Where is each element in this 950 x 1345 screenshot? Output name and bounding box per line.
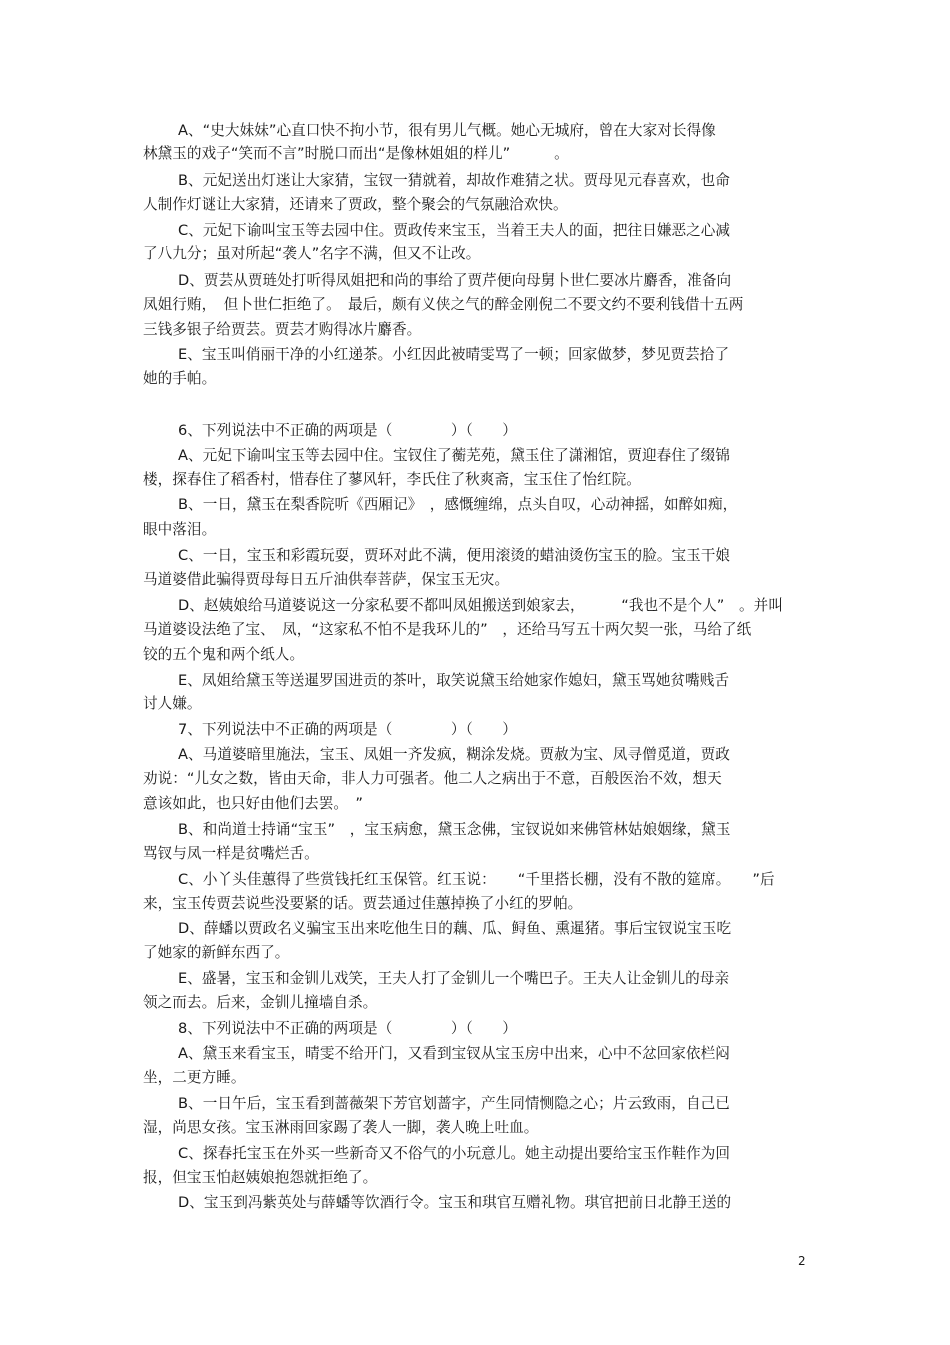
text-line: 铰的五个鬼和两个纸人。 [143,646,305,663]
text-line: C、小丫头佳蕙得了些赏钱托红玉保管。红玉说： “千里搭长棚，没有不散的筵席。 ”后 [178,871,775,888]
text-line: 马道婆借此骗得贾母每日五斤油供奉菩萨，保宝玉无灾。 [143,571,510,588]
text-line: C、一日，宝玉和彩霞玩耍，贾环对此不满，便用滚烫的蜡油烫伤宝玉的脸。宝玉干娘 [178,547,731,564]
text-line: 讨人嫌。 [143,695,202,712]
text-line: 湿，尚思女孩。宝玉淋雨回家踢了袭人一脚，袭人晚上吐血。 [143,1119,539,1136]
text-line: A、元妃下谕叫宝玉等去园中住。宝钗住了蘅芜苑，黛玉住了潇湘馆，贾迎春住了缀锦 [178,447,730,464]
text-line: 眼中落泪。 [143,521,217,538]
text-line: B、一日，黛玉在梨香院听《西厢记》 ，感慨缠绵，点头自叹，心动神摇，如醉如痴， [178,496,738,513]
text-line: 领之而去。后来，金钏儿撞墙自杀。 [143,994,378,1011]
question-heading: 7、下列说法中不正确的两项是（ ）（ ） [178,721,517,738]
text-line: B、元妃送出灯迷让大家猜，宝钗一猜就着，却故作难猜之状。贾母见元春喜欢，也命 [178,172,730,189]
text-line: D、贾芸从贾琏处打听得凤姐把和尚的事给了贾芹便向母舅卜世仁要冰片麝香，准备向 [178,272,732,289]
text-line: C、探春托宝玉在外买一些新奇又不俗气的小玩意儿。她主动提出要给宝玉作鞋作为回 [178,1145,731,1162]
question-heading: 6、下列说法中不正确的两项是（ ）（ ） [178,422,517,439]
text-line: 骂钗与凤一样是贫嘴烂舌。 [143,845,319,862]
text-line: D、赵姨娘给马道婆说这一分家私要不都叫凤姐搬送到娘家去， “我也不是个人” 。并叫 [178,597,783,614]
text-line: C、元妃下谕叫宝玉等去园中住。贾政传来宝玉，当着王夫人的面，把往日嫌恶之心减 [178,222,731,239]
text-line: 三钱多银子给贾芸。贾芸才购得冰片麝香。 [143,321,422,338]
text-line: B、和尚道士持诵“宝玉” ，宝玉病愈，黛玉念佛，宝钗说如来佛管林姑娘姻缘，黛玉 [178,821,731,838]
text-line: 意该如此，也只好由他们去罢。 ” [143,795,363,812]
text-line: A、“史大妹妹”心直口快不拘小节，很有男儿气概。她心无城府，曾在大家对长得像 [178,122,716,139]
text-line: 人制作灯谜让大家猜，还请来了贾政，整个聚会的气氛融洽欢快。 [143,196,568,213]
text-line: E、宝玉叫俏丽干净的小红递茶。小红因此被晴雯骂了一顿；回家做梦，梦见贾芸拾了 [178,346,730,363]
text-line: 她的手帕。 [143,370,217,387]
text-line: 劝说：“儿女之数，皆由天命，非人力可强者。他二人之病出于不意，百般医治不效，想天 [143,770,722,787]
text-line: D、宝玉到冯紫英处与薛蟠等饮酒行令。宝玉和琪官互赠礼物。琪官把前日北静王送的 [178,1194,732,1211]
question-heading: 8、下列说法中不正确的两项是（ ）（ ） [178,1020,517,1037]
text-line: 报，但宝玉怕赵姨娘抱怨就拒绝了。 [143,1169,378,1186]
text-line: 坐，二更方睡。 [143,1069,246,1086]
page-number: 2 [798,1254,806,1268]
text-line: E、凤姐给黛玉等送暹罗国进贡的茶叶，取笑说黛玉给她家作媳妇，黛玉骂她贫嘴贱舌 [178,672,730,689]
text-line: B、一日午后，宝玉看到蔷薇架下芳官划蔷字，产生同情恻隐之心；片云致雨，自己已 [178,1095,730,1112]
text-line: 凤姐行贿， 但卜世仁拒绝了。 最后，颇有义侠之气的醉金刚倪二不要文约不要利钱借十五两 [143,296,744,313]
text-line: 来，宝玉传贾芸说些没要紧的话。贾芸通过佳蕙掉换了小红的罗帕。 [143,895,583,912]
text-line: 林黛玉的戏子“笑而不言”时脱口而出“是像林姐姐的样儿” 。 [143,145,569,162]
text-line: 了八九分；虽对所起“袭人”名字不满，但又不让改。 [143,245,481,262]
text-line: D、薛蟠以贾政名义骗宝玉出来吃他生日的藕、瓜、鲟鱼、熏暹猪。事后宝钗说宝玉吃 [178,920,732,937]
text-line: E、盛暑，宝玉和金钏儿戏笑，王夫人打了金钏儿一个嘴巴子。王夫人让金钏儿的母亲 [178,970,730,987]
text-line: A、马道婆暗里施法，宝玉、凤姐一齐发疯，糊涂发烧。贾赦为宝、凤寻僧觅道，贾政 [178,746,730,763]
text-line: 楼，探春住了稻香村，惜春住了蓼风轩，李氏住了秋爽斋，宝玉住了怡红院。 [143,471,641,488]
text-line: A、黛玉来看宝玉，晴雯不给开门，又看到宝钗从宝玉房中出来，心中不忿回家依栏闷 [178,1045,730,1062]
text-line: 了她家的新鲜东西了。 [143,944,290,961]
text-line: 马道婆设法绝了宝、 凤，“这家私不怕不是我环儿的” ，还给马写五十两欠契一张，马给了纸 [143,621,752,638]
